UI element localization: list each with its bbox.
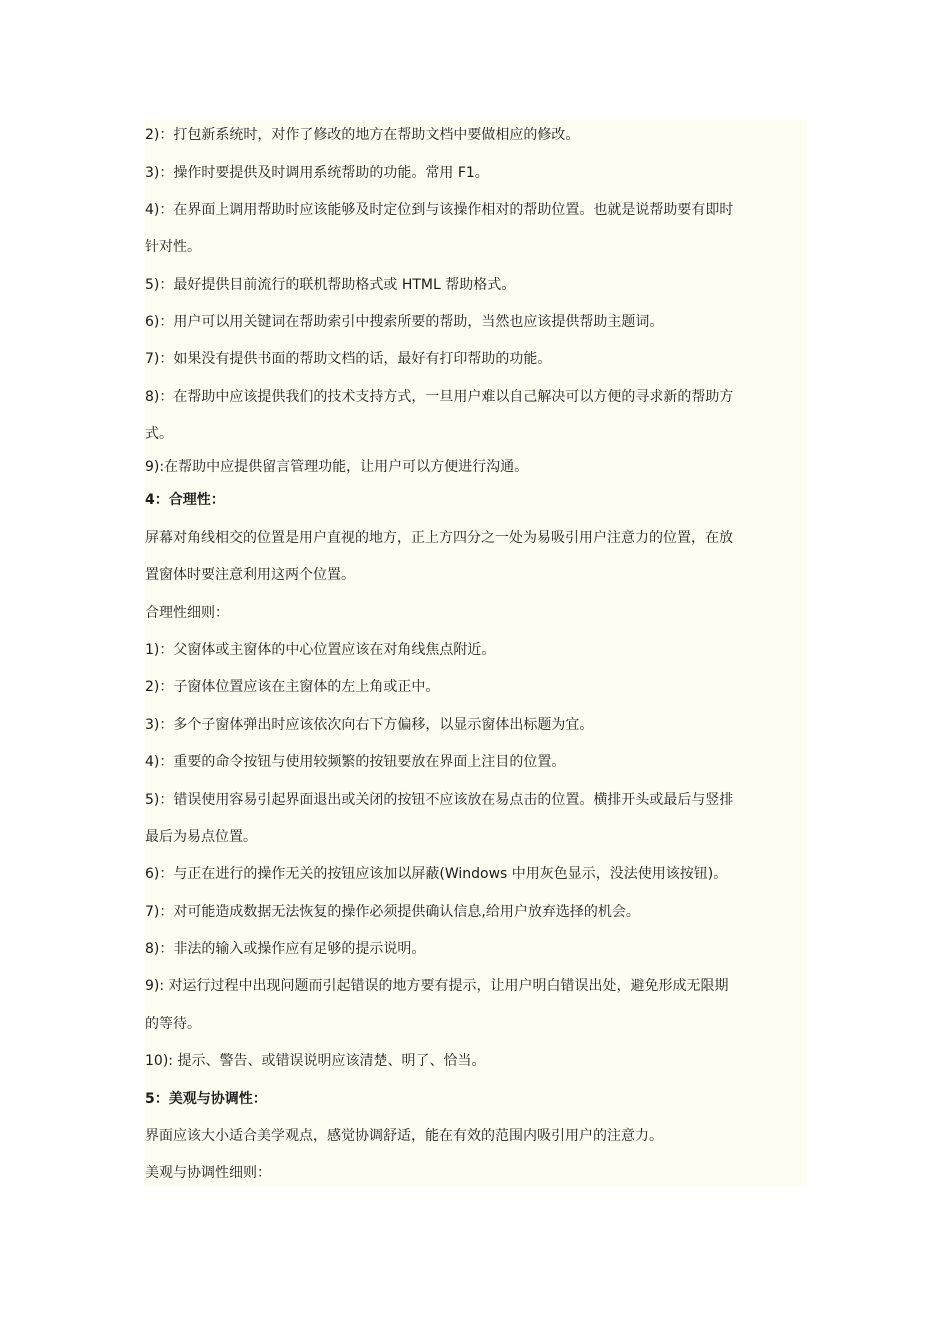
document-body — [145, 120, 807, 1186]
section-heading: 4：合理性： — [145, 492, 225, 508]
text-line: 6)：与正在进行的操作无关的按钮应该加以屏蔽(Windows 中用灰色显示，没法使用该按钮)。 — [145, 866, 728, 882]
text-line: 8)：在帮助中应该提供我们的技术支持方式，一旦用户难以自己解决可以方便的寻求新的帮助方 — [145, 389, 734, 405]
text-line: 8)：非法的输入或操作应有足够的提示说明。 — [145, 941, 426, 957]
text-line: 4)：重要的命令按钮与使用较频繁的按钮要放在界面上注目的位置。 — [145, 754, 566, 770]
text-line: 7)：如果没有提供书面的帮助文档的话，最好有打印帮助的功能。 — [145, 351, 552, 367]
text-line: 置窗体时要注意利用这两个位置。 — [145, 567, 355, 583]
text-line: 美观与协调性细则： — [145, 1165, 271, 1181]
text-line: 针对性。 — [145, 239, 201, 255]
section-heading: 5：美观与协调性： — [145, 1091, 267, 1107]
text-line: 的等待。 — [145, 1016, 201, 1032]
text-line: 2)：打包新系统时，对作了修改的地方在帮助文档中要做相应的修改。 — [145, 127, 580, 143]
text-line: 6)：用户可以用关键词在帮助索引中搜索所要的帮助，当然也应该提供帮助主题词。 — [145, 314, 664, 330]
text-line: 式。 — [145, 426, 173, 442]
text-line: 屏幕对角线相交的位置是用户直视的地方，正上方四分之一处为易吸引用户注意力的位置，在放 — [145, 530, 733, 546]
text-line: 3)：多个子窗体弹出时应该依次向右下方偏移，以显示窗体出标题为宜。 — [145, 717, 594, 733]
text-line: 合理性细则： — [145, 605, 229, 621]
text-line: 4)：在界面上调用帮助时应该能够及时定位到与该操作相对的帮助位置。也就是说帮助要有即时 — [145, 202, 734, 218]
text-line: 1)：父窗体或主窗体的中心位置应该在对角线焦点附近。 — [145, 642, 496, 658]
text-line: 2)：子窗体位置应该在主窗体的左上角或正中。 — [145, 679, 440, 695]
text-line: 10): 提示、警告、或错误说明应该清楚、明了、恰当。 — [145, 1053, 486, 1069]
text-line: 界面应该大小适合美学观点，感觉协调舒适，能在有效的范围内吸引用户的注意力。 — [145, 1128, 663, 1144]
text-line: 5)：最好提供目前流行的联机帮助格式或 HTML 帮助格式。 — [145, 277, 516, 293]
text-line: 3)：操作时要提供及时调用系统帮助的功能。常用 F1。 — [145, 165, 489, 181]
text-line: 最后为易点位置。 — [145, 829, 257, 845]
text-line: 5)：错误使用容易引起界面退出或关闭的按钮不应该放在易点击的位置。横排开头或最后与竖排 — [145, 792, 734, 808]
text-line: 9):在帮助中应提供留言管理功能，让用户可以方便进行沟通。 — [145, 459, 529, 475]
text-line: 9): 对运行过程中出现问题而引起错误的地方要有提示，让用户明白错误出处，避免形成无限期 — [145, 978, 729, 994]
text-line: 7)：对可能造成数据无法恢复的操作必须提供确认信息,给用户放弃选择的机会。 — [145, 904, 640, 920]
